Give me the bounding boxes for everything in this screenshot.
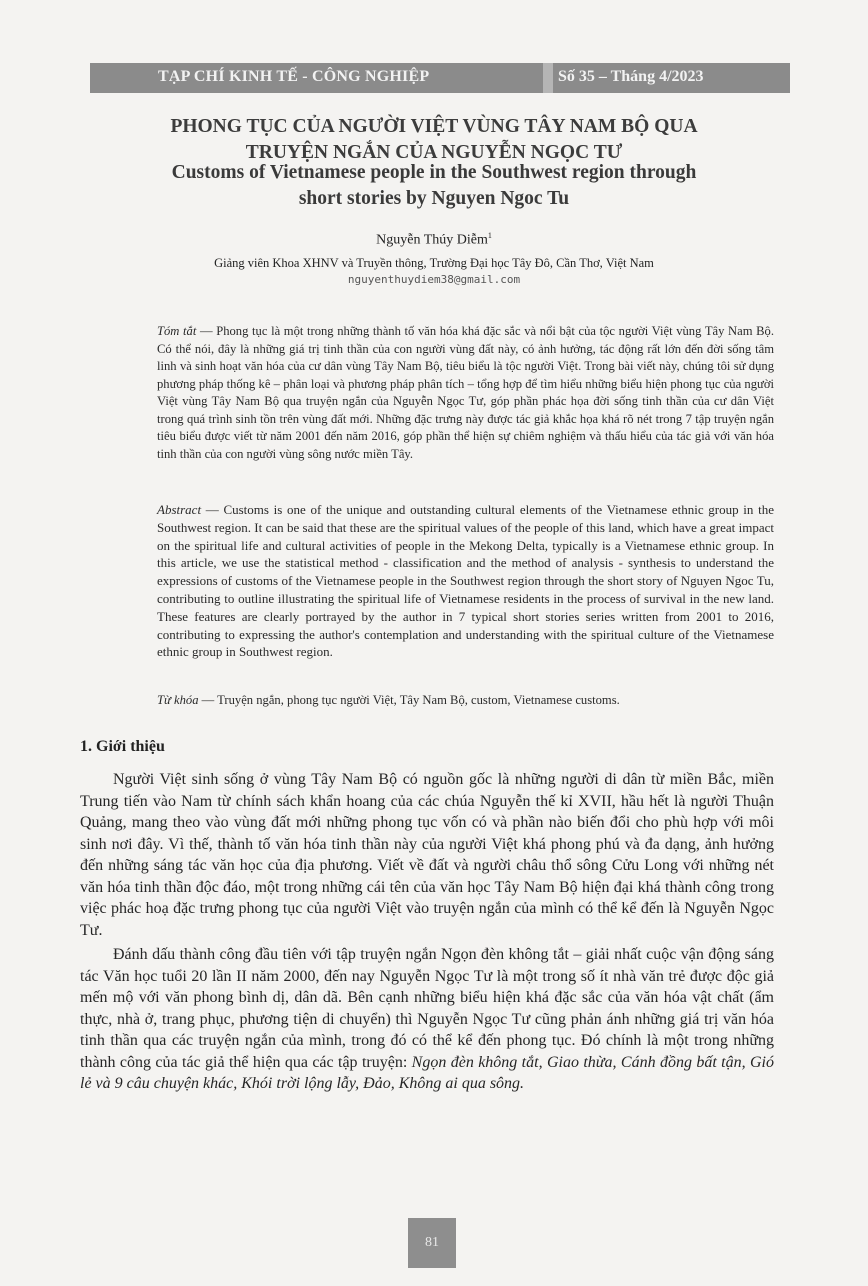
author-email: nguyenthuydiem38@gmail.com bbox=[347, 273, 521, 286]
issue-label: Số 35 – Tháng 4/2023 bbox=[558, 68, 704, 85]
tomtat-block bbox=[157, 323, 774, 463]
title-vi-line1: PHONG TỤC CỦA NGƯỜI VIỆT VÙNG TÂY NAM BỘ QUA bbox=[170, 116, 698, 137]
author-affiliation: Giảng viên Khoa XHNV và Truyền thông, Trường Đại học Tây Đô, Cần Thơ, Việt Nam bbox=[214, 256, 654, 270]
journal-name: TẠP CHÍ KINH TẾ - CÔNG NGHIỆP bbox=[158, 68, 430, 85]
title-en-line2: short stories by Nguyen Ngoc Tu bbox=[298, 188, 570, 209]
journal-header bbox=[90, 63, 790, 93]
keywords-label: Từ khóa bbox=[157, 693, 199, 707]
paragraph-1-text: Người Việt sinh sống ở vùng Tây Nam Bộ có nguồn gốc là những người di dân từ miền Bắc, miền Trung tiến vào Nam từ chính sách khẩn hoang của các chúa Nguyễn thế kỉ XVII, hầu hết là người Thuận Quảng, mang theo vào vùng đất mới những phong tục vốn có và phần nào biến đổi cho phù hợp với môi sinh nơi đây. Vì thế, thành tố văn hóa tinh thần này của người Việt khá phong phú và đa dạng, ảnh hưởng đến những sáng tác văn học của địa phương. Viết về đất và người châu thổ sông Cửu Long với những nét văn hóa tinh thần độc đáo, một trong những cái tên của văn học Tây Nam Bộ hiện đại khá thành công trong việc phác hoạ đặc trưng phong tục của người Việt vào truyện ngắn của mình có thể kể đến là Nguyễn Ngọc Tư. bbox=[80, 771, 774, 939]
tomtat-text: — Phong tục là một trong những thành tố văn hóa khá đặc sắc và nổi bật của tộc người Việt vùng Tây Nam Bộ. Có thể nói, đây là những giá trị tinh thần của con người vùng đất này, có ảnh hưởng, tác động rất lớn đến đời sống tâm linh và sinh hoạt văn hóa của cư dân vùng Tây Nam Bộ, tiêu biểu là tộc người Việt. Trong bài viết này, chúng tôi sử dụng phương pháp thống kê – phân loại và phương pháp phân tích – tổng hợp để tìm hiểu những biểu hiện phong tục của người Việt vùng Tây Nam Bộ qua truyện ngắn của Nguyễn Ngọc Tư, góp phần phác họa đời sống tinh thần của cư dân Việt trong quá trình sinh tồn trên vùng đất mới. Những đặc trưng này được tác giả khắc họa khá rõ nét trong 7 tập truyện ngắn tiêu biểu được viết từ năm 2001 đến năm 2016, góp phần thể hiện sự chiêm nghiệm và thấu hiểu của tác giả với văn hóa tinh thần của con người vùng sông nước miền Tây. bbox=[157, 324, 774, 461]
title-vietnamese bbox=[100, 114, 768, 166]
title-en-line1: Customs of Vietnamese people in the Southwest region through bbox=[171, 162, 697, 183]
paragraph-2-text: Đánh dấu thành công đầu tiên với tập truyện ngắn Ngọn đèn không tắt – giải nhất cuộc vận động sáng tác Văn học tuổi 20 lần II năm 2000, đến nay Nguyễn Ngọc Tư là một trong số ít nhà văn trẻ được độc giả mến mộ với văn phong bình dị, dân dã. Bên cạnh những biểu hiện khá đặc sắc của văn hóa vật chất (ẩm thực, nhà ở, trang phục, phương tiện di chuyển) thì Nguyễn Ngọc Tư cũng phản ánh những giá trị văn hóa tinh thần qua các truyện ngắn của mình, trong đó có thể kể đến phong tục. Đó chính là một trong những thành công của tác giả thể hiện qua các tập truyện: bbox=[80, 946, 774, 1071]
author-name: Nguyễn Thúy Diễm bbox=[376, 232, 488, 248]
author-mark: 1 bbox=[487, 231, 492, 240]
abstract-block bbox=[157, 501, 774, 661]
header-divider bbox=[543, 63, 553, 93]
body-paragraph-1 bbox=[80, 769, 774, 941]
abstract-text: — Customs is one of the unique and outstanding cultural elements of the Vietnamese ethnic group in the Southwest region. It can be said that these are the spiritual values of the people of this land, which have a great impact on the spiritual life and cultural activities of people in the Mekong Delta, typically is a Vietnamese ethnic group. In this article, we use the statistical method - classification and the method of analysis - synthesis to understand the expressions of customs of the Vietnamese people in the Southwest region through the short story of Nguyen Ngoc Tu, contributing to outline illustrating the spiritual life of Vietnamese residents in the process of survival in the new land. These features are clearly portrayed by the author in 7 typical short stories series written from 2001 to 2016, contributing to expressing the author's contemplation and understanding with the spiritual culture of the Vietnamese ethnic group in Southwest region. bbox=[157, 502, 774, 660]
keywords-text: — Truyện ngắn, phong tục người Việt, Tây Nam Bộ, custom, Vietnamese customs. bbox=[198, 693, 620, 707]
page-number: 81 bbox=[408, 1218, 456, 1268]
section-heading: 1. Giới thiệu bbox=[80, 738, 165, 755]
author-line bbox=[0, 231, 868, 249]
paragraph-2-italic: Ngọn đèn không tắt, Giao thừa, Cánh đồng bất tận, Gió lẻ và 9 câu chuyện khác, Khói trời lộng lẫy, Đảo, Không ai qua sông. bbox=[80, 1053, 775, 1092]
abstract-label: Abstract bbox=[157, 502, 202, 517]
body-paragraph-2 bbox=[80, 944, 774, 1095]
tomtat-label: Tóm tắt bbox=[157, 324, 197, 338]
keywords-block bbox=[157, 692, 774, 710]
title-vi-line2: TRUYỆN NGẮN CỦA NGUYỄN NGỌC TƯ bbox=[245, 142, 623, 163]
title-english bbox=[100, 160, 768, 212]
